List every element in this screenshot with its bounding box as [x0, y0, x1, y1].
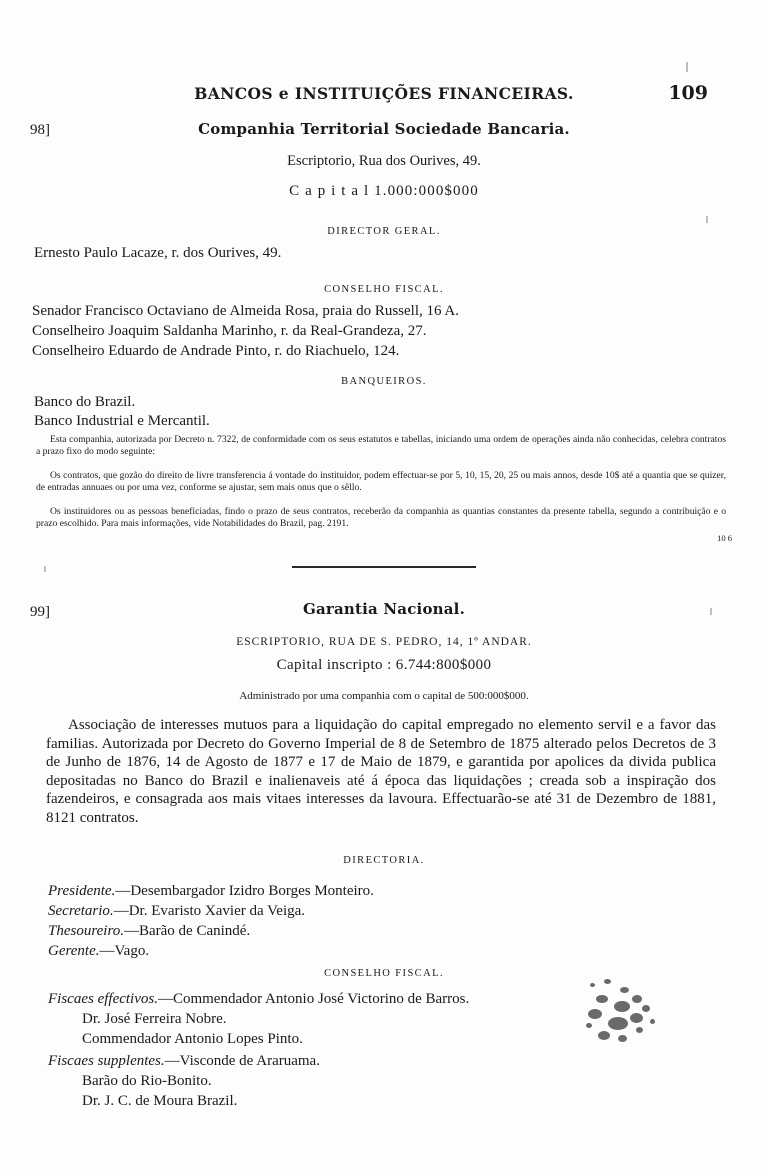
- entry-99-conselho-row-5: [48, 1072, 212, 1092]
- role-value: Dr. José Ferreira Nobre.: [82, 1011, 227, 1027]
- entry-98-conselho-line-2: Conselheiro Joaquim Saldanha Marinho, r. da Real-Grandeza, 27.: [32, 323, 427, 339]
- entry-98-conselho-line-3: Conselheiro Eduardo de Andrade Pinto, r. do Riachuelo, 124.: [32, 343, 400, 359]
- role-value: —Desembargador Izidro Borges Monteiro.: [115, 883, 374, 899]
- entry-number-99: 99]: [30, 604, 50, 620]
- entry-99-capital: Capital inscripto : 6.744:800$000: [276, 657, 492, 673]
- entry-99-office: ESCRIPTORIO, RUA DE S. PEDRO, 14, 1º ANDAR.: [236, 636, 532, 648]
- entry-99-directoria-row-2: [48, 902, 305, 922]
- entry-98-note-2: Os contratos, que gozão do direito de livre transferencia á vontade do instituidor, podem effectuar-se por 5, 10, 15, 20, 25 ou mais annos, desde 10$ até a quantia que se quizer, de entradas annuaes ou por uma vez, conforme se ajustar, sem mais onus que o sêllo.: [36, 470, 726, 494]
- entry-98-office: Escriptorio, Rua dos Ourives, 49.: [287, 153, 481, 169]
- entry-99-body-paragraph: Associação de interesses mutuos para a liquidação do capital empregado no elemento servil e a favor das familias. Autorizada por Decreto do Governo Imperial de 8 de Setembro de 1875 alterado pelos Decretos de 3 de Junho de 1876, 14 de Agosto de 1877 e 17 de Maio de 1879, e garantida por apolices da divida publica depositadas no Banco do Brazil e inalienaveis até á época das liquidações ; creada sob a inspiração dos fazendeiros, e consagrada aos mais vitaes interesses da lavoura. Effectuarão-se até 31 de Dezembro de 1881, 8121 contratos.: [46, 717, 716, 826]
- entry-99-section-heading-directoria: DIRECTORIA.: [343, 855, 425, 866]
- entry-98-director-line: Ernesto Paulo Lacaze, r. dos Ourives, 49.: [34, 245, 282, 261]
- page-header: [0, 84, 768, 104]
- entry-99-conselho-row-4: [48, 1052, 320, 1072]
- section-divider: [292, 566, 476, 568]
- entry-99-conselho-row-1: [48, 990, 469, 1010]
- entry-98-section-heading-conselho: CONSELHO FISCAL.: [324, 284, 444, 295]
- role-value: Barão do Rio-Bonito.: [82, 1073, 212, 1089]
- entry-98-capital: C a p i t a l 1.000:000$000: [289, 183, 479, 199]
- scan-smudge-artifact: [580, 975, 676, 1053]
- role-label: Secretario.: [48, 903, 114, 919]
- page-edge-mark: [44, 566, 46, 572]
- entry-98-section-heading-director: DIRECTOR GERAL.: [327, 226, 441, 237]
- running-head-title: BANCOS e INSTITUIÇÕES FINANCEIRAS.: [194, 84, 574, 103]
- role-label: Presidente.: [48, 883, 116, 899]
- role-label: Fiscaes supplentes.: [48, 1053, 165, 1069]
- entry-98-title: Companhia Territorial Sociedade Bancaria.: [198, 120, 570, 138]
- entry-98-conselho-line-1: Senador Francisco Octaviano de Almeida Rosa, praia do Russell, 16 A.: [32, 303, 459, 319]
- entry-99-directoria-row-3: [48, 922, 250, 942]
- role-value: —Visconde de Araruama.: [164, 1053, 320, 1069]
- role-value: —Barão de Canindé.: [123, 923, 251, 939]
- entry-99-conselho-row-2: [48, 1010, 227, 1030]
- entry-98-banqueiros-line-1: Banco do Brazil.: [34, 394, 136, 410]
- page-edge-mark: [710, 608, 712, 615]
- role-value: —Dr. Evaristo Xavier da Veiga.: [113, 903, 306, 919]
- page-edge-mark: [686, 62, 688, 72]
- page-number: 109: [668, 82, 708, 104]
- entry-98-section-heading-banqueiros: BANQUEIROS.: [341, 376, 427, 387]
- entry-99-directoria-row-4: [48, 942, 149, 962]
- entry-98-folio-mark: 10 6: [717, 533, 732, 543]
- role-value: Commendador Antonio Lopes Pinto.: [82, 1031, 303, 1047]
- entry-98-banqueiros-line-2: Banco Industrial e Mercantil.: [34, 413, 210, 429]
- role-label: Thesoureiro.: [48, 923, 124, 939]
- entry-98-note-1: Esta companhia, autorizada por Decreto n. 7322, de conformidade com os seus estatutos e tabellas, iniciando uma ordem de operações ainda não conhecidas, celebra contratos a prazo fixo do modo seguinte:: [36, 434, 726, 458]
- entry-99-conselho-row-3: [48, 1030, 303, 1050]
- entry-99-title: Garantia Nacional.: [302, 600, 466, 618]
- entry-number-98: 98]: [30, 122, 50, 138]
- entry-99-conselho-row-6: [48, 1092, 237, 1112]
- role-value: —Vago.: [99, 943, 150, 959]
- role-label: Fiscaes effectivos.: [48, 991, 158, 1007]
- role-value: Dr. J. C. de Moura Brazil.: [82, 1093, 238, 1109]
- role-value: —Commendador Antonio José Victorino de Barros.: [157, 991, 470, 1007]
- entry-99-section-heading-conselho: CONSELHO FISCAL.: [324, 968, 444, 979]
- entry-98-note-3: Os instituidores ou as pessoas beneficiadas, findo o prazo de seus contratos, receberão da companhia as quantias constantes da presente tabella, segundo a contribuição e o prazo escolhido. Para mais informações, vide Notabilidades do Brazil, pag. 2191.: [36, 506, 726, 530]
- page-edge-mark: [706, 216, 708, 223]
- role-label: Gerente.: [48, 943, 100, 959]
- entry-99-directoria-row-1: [48, 882, 374, 902]
- entry-99-subnote: Administrado por uma companhia com o capital de 500:000$000.: [239, 690, 529, 702]
